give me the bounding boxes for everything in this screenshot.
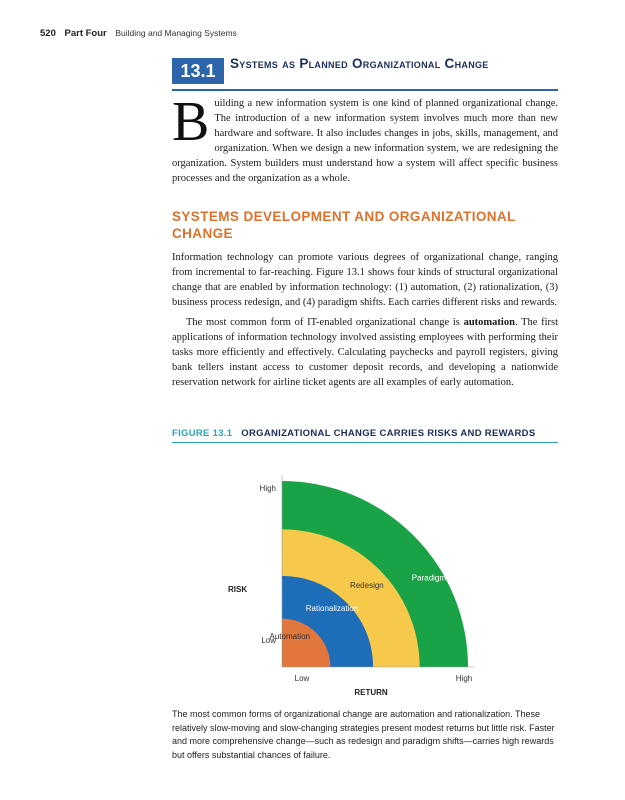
intro-paragraph [172,91,558,186]
figure-rule [172,442,558,443]
arc-label-automation: Automation [269,631,310,641]
figure-heading [172,428,558,439]
arc-label-rationalization: Rationalization [305,603,359,613]
running-head [40,28,237,39]
part-title: Building and Managing Systems [115,28,237,38]
section-title: Systems as Planned Organizational Change [230,56,489,71]
y-axis-title: RISK [228,585,248,594]
arc-label-paradigm-shifts: Paradigm shifts [411,573,467,583]
y-tick-high: High [259,484,276,493]
risk-return-chart [220,455,510,700]
subsection-heading: SYSTEMS DEVELOPMENT AND ORGANIZATIONAL CHANGE [172,209,516,241]
section-number-badge: 13.1 [172,58,224,84]
page-number: 520 [40,28,56,39]
x-tick-low: Low [294,674,310,683]
intro-text: uilding a new information system is one kind of planned organizational change. The introduction of a new information system involves much more than new hardware and software. It also includes changes in jobs, skills, management, and organization. When we design a new information system, we are redesigning the organization. System builders must understand how a system will affect specific business processes and the organization as a whole. [172,98,558,184]
figure-number: FIGURE 13.1 [172,428,233,439]
figure-caption-title: ORGANIZATIONAL CHANGE CARRIES RISKS AND REWARDS [241,428,536,439]
drop-cap: B [172,91,210,153]
x-axis-title: RETURN [354,688,388,697]
x-tick-high: High [455,674,473,683]
arc-label-redesign: Redesign [349,580,384,590]
section-rule [172,89,558,91]
y-tick-low: Low [261,636,276,645]
paragraph-2-bold-term: automation [463,317,515,328]
figure-description: The most common forms of organizational change are automation and rationalization. These relatively slow-moving and slow-changing strategies present modest returns but little risk. Faster and more comprehensive change—such as redesign and paradigm shifts—carries high rewards but offers substantial chances of failure. [172,709,555,760]
paragraph-1: Information technology can promote various degrees of organizational change, ranging from incremental to far-reaching. Figure 13.1 shows four kinds of structural organizational change that are enabled by information technology: (1) automation, (2) rationalization, (3) business process redesign, and (4) paradigm shifts. Each carries different risks and rewards. [172,252,558,308]
chart-svg [220,455,510,700]
paragraph-2-after: . The first applications of information technology involved assisting employees with performing their tasks more efficiently and effectively. Calculating paychecks and payroll registers, giving bank tellers instant access to customer deposit records, and developing a nationwide reservation network for airline ticket agents are all examples of early automation. [172,317,558,388]
part-label: Part Four [64,28,107,39]
paragraph-2-before: The most common form of IT-enabled organizational change is [186,317,464,328]
paragraph-2 [172,315,558,390]
